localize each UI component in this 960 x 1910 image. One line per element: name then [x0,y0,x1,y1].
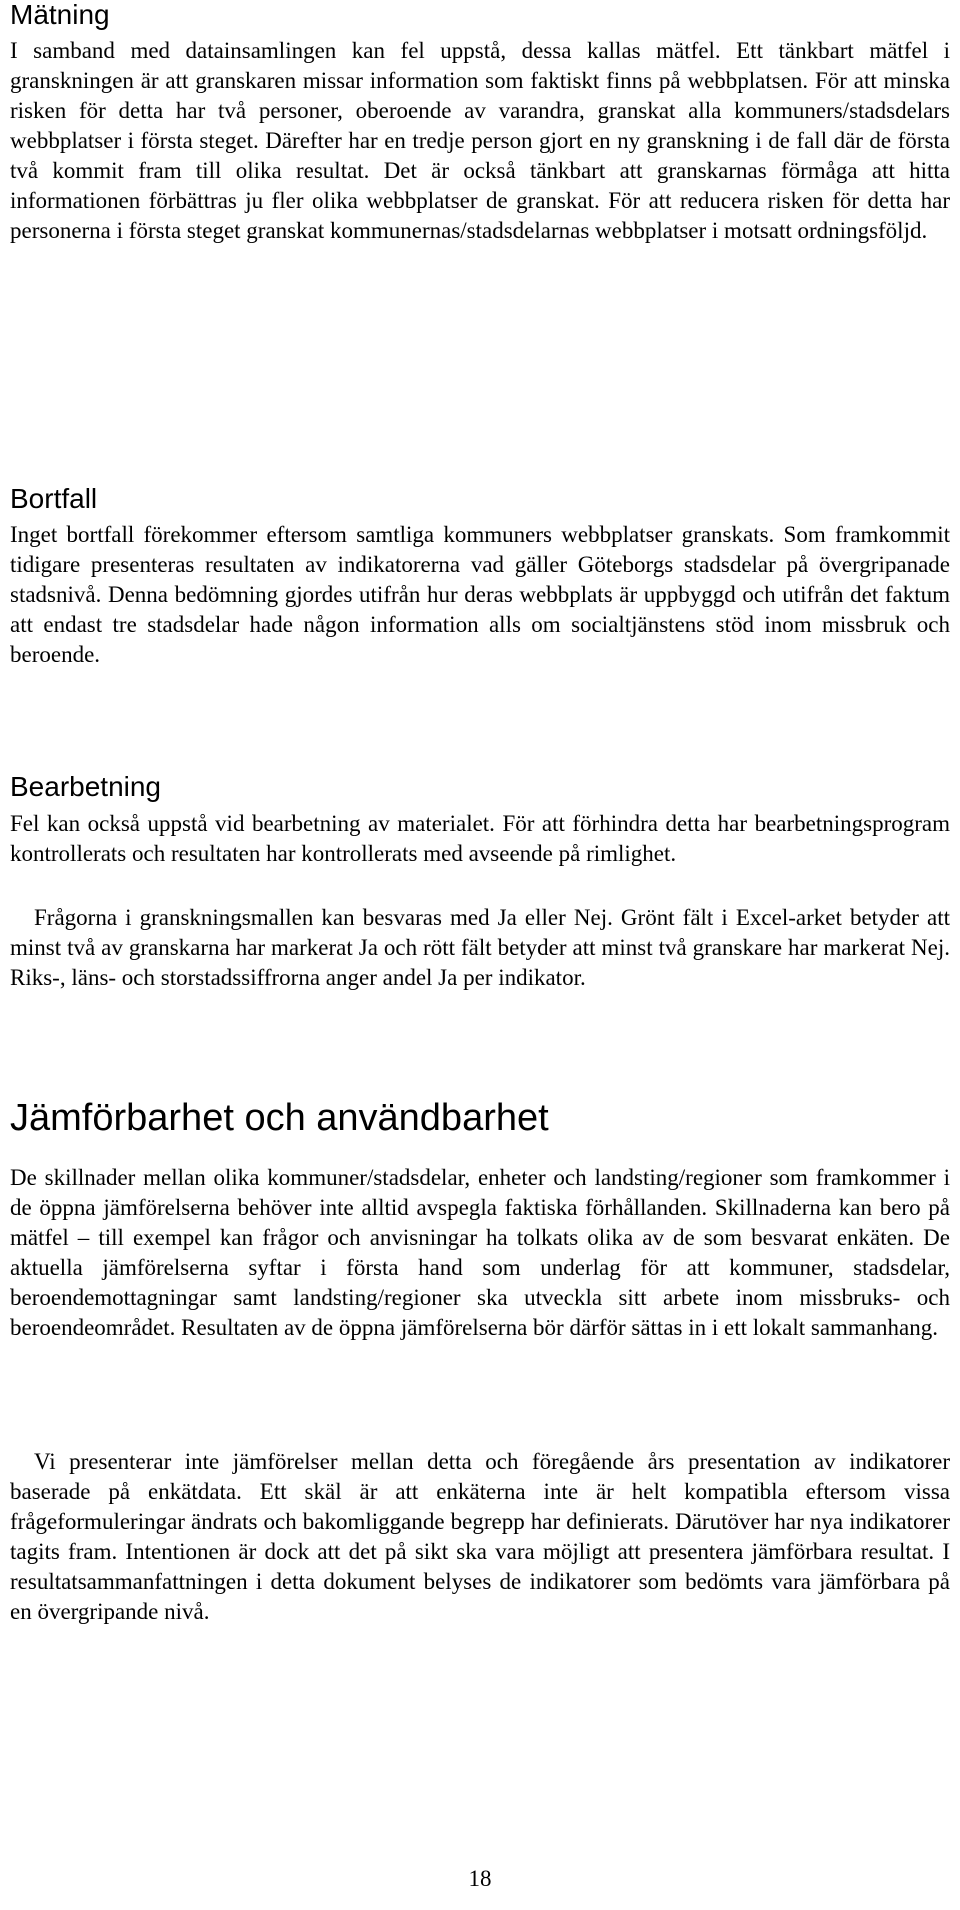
page-number: 18 [468,1866,492,1891]
paragraph-bortfall: Inget bortfall förekommer eftersom samtliga kommuners webbplatser granskats. Som framkommit tidigare presenteras resultaten av indikatorerna vad gäller Göteborgs stadsdelar på övergripanade stadsnivå. Denna bedömning gjordes utifrån hur deras webbplats är uppbyggd och utifrån det faktum att endast tre stadsdelar hade någon information alls om socialtjänstens stöd inom missbruk och beroende. [10,522,950,667]
heading-matning: Mätning [10,0,110,30]
paragraph-bearbetning-2: Frågorna i granskningsmallen kan besvaras med Ja eller Nej. Grönt fält i Excel-arket betyder att minst två av granskarna har markerat Ja och rött fält betyder att minst två granskare har markerat Nej. Riks-, läns- och storstadssiffrorna anger andel Ja per indikator. [10,905,950,990]
heading-jamforbarhet: Jämförbarhet och användbarhet [10,1097,549,1139]
heading-bearbetning: Bearbetning [10,771,162,802]
paragraph-matning: I samband med datainsamlingen kan fel uppstå, dessa kallas mätfel. Ett tänkbart mätfel i granskningen är att granskaren missar information som faktiskt finns på webbplatsen. För att minska risken för detta har två personer, oberoende av varandra, granskat alla kommuners/stadsdelars webbplatser i första steget. Därefter har en tredje person gjort en ny granskning i de fall där de första två kommit fram till olika resultat. Det är också tänkbart att granskarnas förmåga att hitta informationen förbättras ju fler olika webbplatser de granskat. För att reducera risken för detta har personerna i första steget granskat kommunernas/stadsdelarnas webbplatser i motsatt ordningsföljd. [10,38,950,243]
paragraph-bearbetning-1: Fel kan också uppstå vid bearbetning av materialet. För att förhindra detta har bearbetningsprogram kontrollerats och resultaten har kontrollerats med avseende på rimlighet. [10,811,950,866]
heading-bortfall: Bortfall [10,483,98,514]
paragraph-jamforbarhet-1: De skillnader mellan olika kommuner/stadsdelar, enheter och landsting/regioner som framkommer i de öppna jämförelserna behöver inte alltid avspegla faktiska förhållanden. Skillnaderna kan bero på mätfel – till exempel kan frågor och anvisningar ha tolkats olika av de som besvarat enkäten. De aktuella jämförelserna syftar i första hand som underlag för att kommuner, stadsdelar, beroendemottagningar samt landsting/regioner ska utveckla sitt arbete inom missbruks- och beroendeområdet. Resultaten av de öppna jämförelserna bör därför sättas in i ett lokalt sammanhang. [10,1165,950,1340]
paragraph-jamforbarhet-2: Vi presenterar inte jämförelser mellan detta och föregående års presentation av indikatorer baserade på enkätdata. Ett skäl är att enkäterna inte är helt kompatibla eftersom vissa frågeformuleringar ändrats och bakomliggande begrepp har definierats. Därutöver har nya indikatorer tagits fram. Intentionen är dock att det på sikt ska vara möjligt att presentera jämförbara resultat. I resultatsammanfattningen i detta dokument belyses de indikatorer som bedömts vara jämförbara på en övergripande nivå. [10,1449,950,1624]
